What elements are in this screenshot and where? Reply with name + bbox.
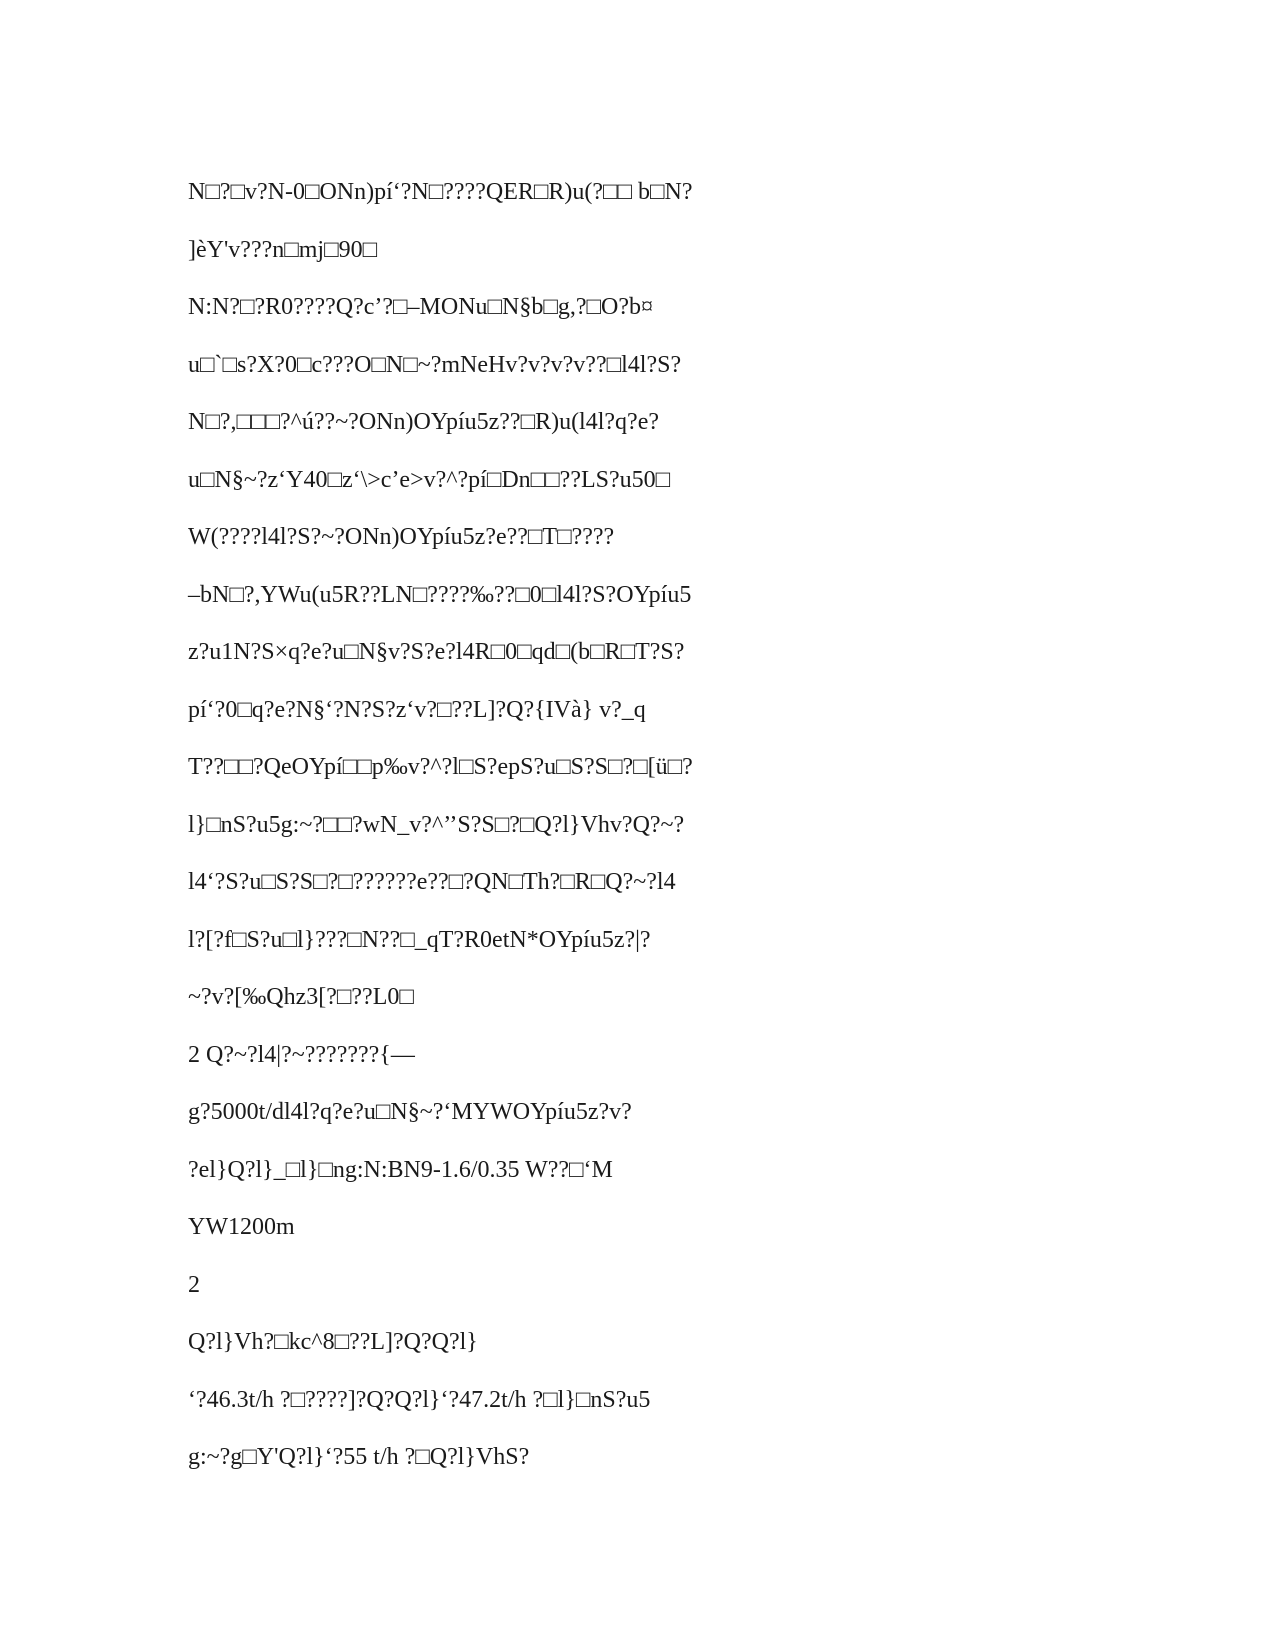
text-line: l4‘?S?u□S?S□?□??????e??□?QN□Th?□R□Q?~?l4: [188, 869, 676, 895]
text-line: W(????l4l?S?~?ONn)OYpíu5z?e??□T□????: [188, 524, 615, 550]
document-body: [188, 164, 1088, 1487]
text-line: g:~?g□Y'Q?l}‘?55 t/h ?□Q?l}VhS?: [188, 1444, 530, 1470]
text-line: u□N§~?z‘Y40□z‘\>c’e>v?^?pí□Dn□□??LS?u50□: [188, 466, 671, 493]
text-line: ‘?46.3t/h ?□????]?Q?Q?l}‘?47.2t/h ?□l}□nS?u5: [188, 1386, 651, 1413]
text-line: ?el}Q?l}_□l}□ng:N:BN9-1.6/0.35 W??□‘M: [188, 1156, 613, 1183]
text-line: ]èY'v???n□mj□90□: [188, 236, 378, 263]
text-line: 2 Q?~?l4|?~???????{—: [188, 1041, 415, 1068]
text-line: N□?,□□□?^ú??~?ONn)OYpíu5z??□R)u(l4l?q?e?: [188, 409, 659, 435]
text-line: T??□□?QeOYpí□□p‰v?^?l□S?epS?u□S?S□?□[ü□?: [188, 754, 693, 780]
text-line: z?u1N?S×q?e?u□N§v?S?e?l4R□0□qd□(b□R□T?S?: [188, 639, 685, 665]
text-line: 2: [188, 1271, 200, 1298]
text-line: YW1200m: [188, 1214, 295, 1240]
text-line: l?[?f□S?u□l}???□N??□_qT?R0etN*OYpíu5z?|?: [188, 926, 651, 953]
text-line: ~?v?[‰Qhz3[?□??L0□: [188, 984, 414, 1010]
text-line: pí‘?0□q?e?N§‘?N?S?z‘v?□??L]?Q?{IVà} v?_q: [188, 696, 646, 723]
text-line: –bN□?,YWu(u5R??LN□????‰??□0□l4l?S?OYpíu5: [188, 581, 692, 608]
text-line: g?5000t/dl4l?q?e?u□N§~?‘MYWOYpíu5z?v?: [188, 1099, 632, 1125]
text-line: N:N?□?R0????Q?c’?□–MONu□N§b□g,?□O?b¤: [188, 294, 653, 320]
text-line: u□`□s?X?0□c???O□N□~?mNeHv?v?v?v??□l4l?S?: [188, 351, 682, 378]
text-line: l}□nS?u5g:~?□□?wN_v?^’’S?S□?□Q?l}Vhv?Q?~?: [188, 811, 685, 838]
text-line: N□?□v?N-0□ONn)pí‘?N□????QER□R)u(?□□ b□N?: [188, 179, 693, 205]
text-line: Q?l}Vh?□kc^8□??L]?Q?Q?l}: [188, 1329, 478, 1355]
